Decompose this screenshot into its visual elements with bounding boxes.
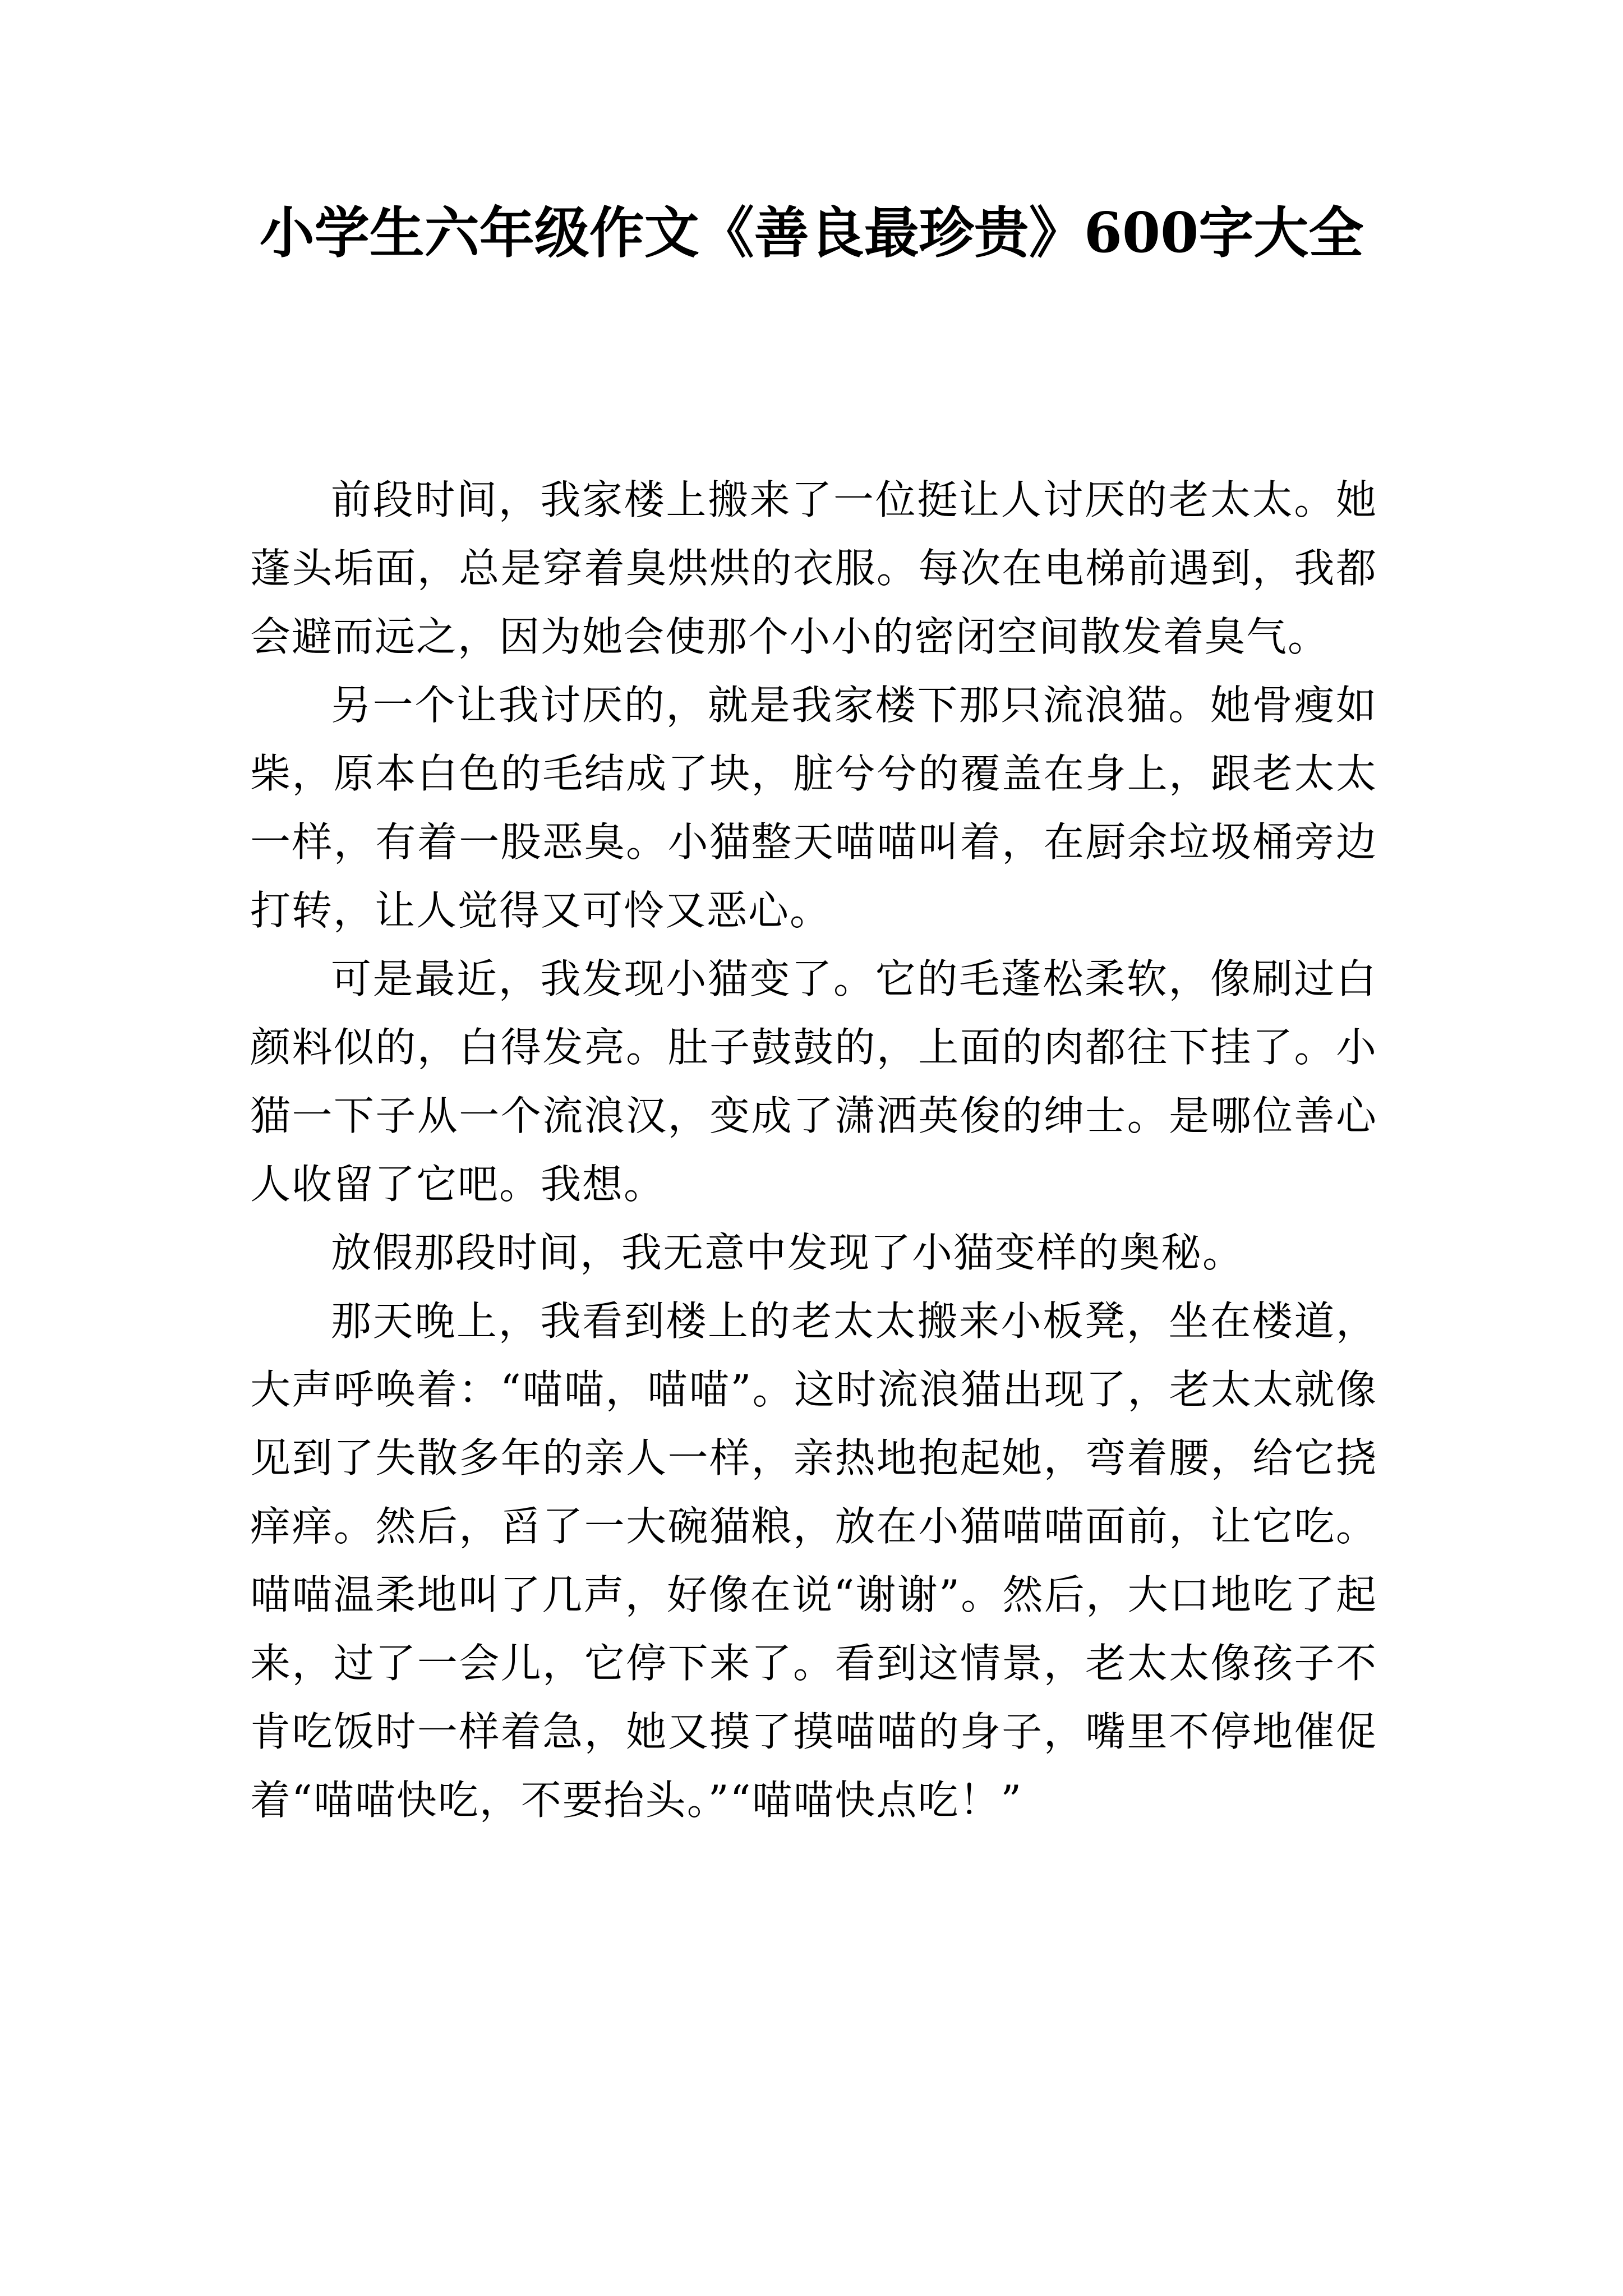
- paragraph: 那天晚上，我看到楼上的老太太搬来小板凳，坐在楼道，大声呼唤着：“喵喵，喵喵”。这时流浪猫出现了，老太太就像见到了失散多年的亲人一样，亲热地抱起她，弯着腰，给它挠痒痒。然后，舀了一大碗猫粮，放在小猫喵喵面前，让它吃。喵喵温柔地叫了几声，好像在说“谢谢”。然后，大口地吃了起来，过了一会儿，它停下来了。看到这情景，老太太像孩子不肯吃饭时一样着急，她又摸了摸喵喵的身子，嘴里不停地催促着“喵喵快吃，不要抬头。”“喵喵快点吃！”: [250, 1297, 1377, 1824]
- paragraph: 另一个让我讨厌的，就是我家楼下那只流浪猫。她骨瘦如柴，原本白色的毛结成了块，脏兮兮的覆盖在身上，跟老太太一样，有着一股恶臭。小猫整天喵喵叫着，在厨余垃圾桶旁边打转，让人觉得又可怜又恶心。: [250, 682, 1377, 934]
- document-title: 小学生六年级作文《善良最珍贵》600字大全: [259, 201, 1364, 265]
- paragraph: 前段时间，我家楼上搬来了一位挺让人讨厌的老太太。她蓬头垢面，总是穿着臭烘烘的衣服。每次在电梯前遇到，我都会避而远之，因为她会使那个小小的密闭空间散发着臭气。: [250, 476, 1377, 660]
- document-body: [250, 466, 1377, 1834]
- paragraph: 放假那段时间，我无意中发现了小猫变样的奥秘。: [331, 1229, 1244, 1276]
- paragraph: 可是最近，我发现小猫变了。它的毛蓬松柔软，像刷过白颜料似的，白得发亮。肚子鼓鼓的，上面的肉都往下挂了。小猫一下子从一个流浪汉，变成了潇洒英俊的绅士。是哪位善心人收留了它吧。我想。: [250, 955, 1377, 1208]
